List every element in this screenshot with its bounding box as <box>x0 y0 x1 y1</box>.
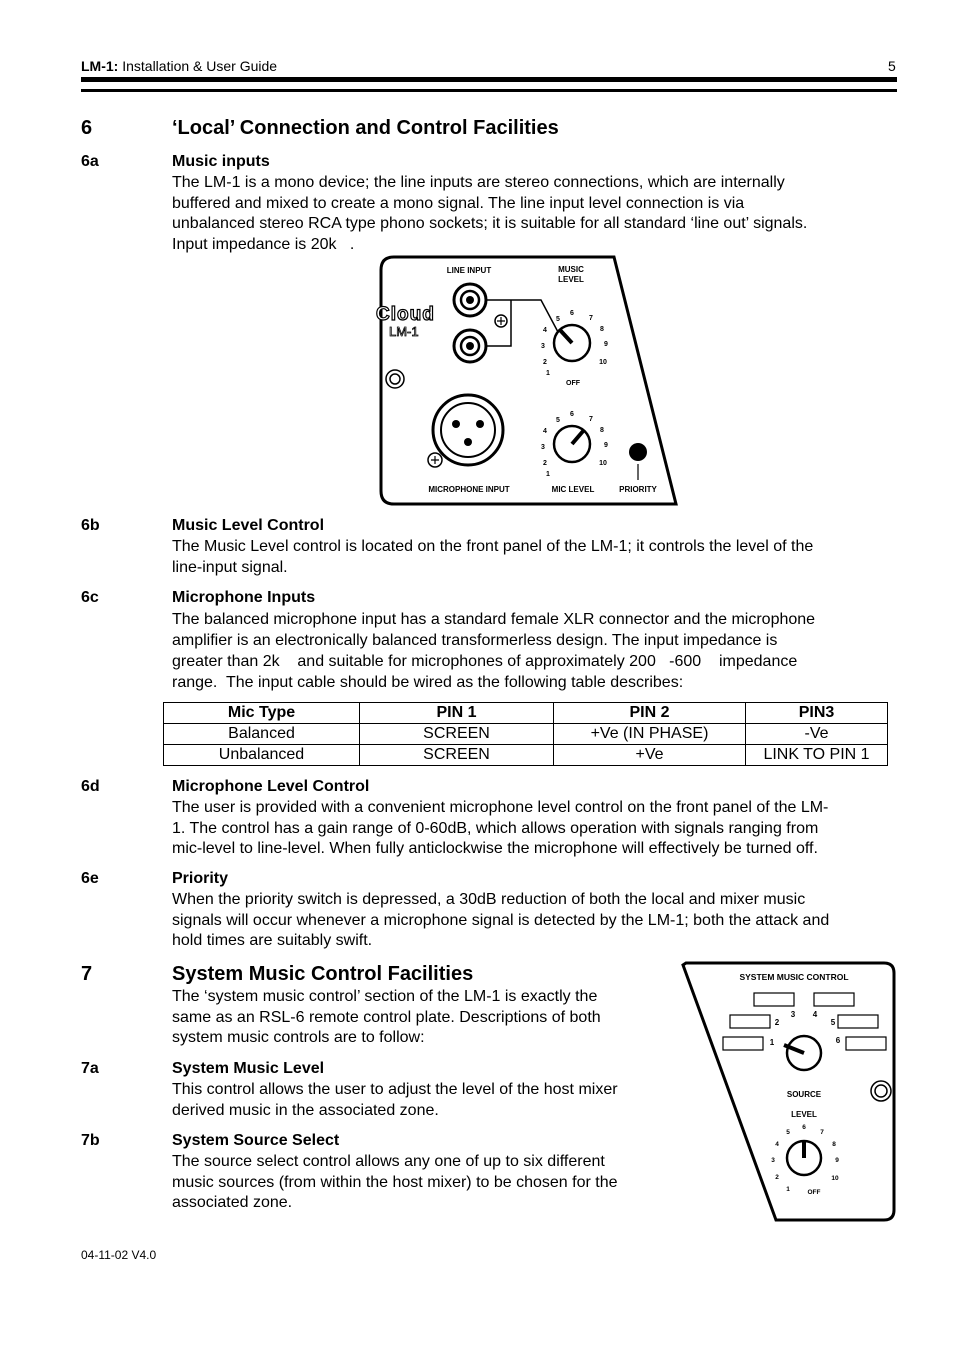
dial-tick: 7 <box>820 1129 824 1136</box>
subsection-7b-number: 7b <box>81 1132 100 1149</box>
music-level-label: LEVEL <box>558 275 584 284</box>
dial-tick: 7 <box>589 416 593 423</box>
text-line: amplifier is an electronically balanced transformerless design. The input impedance is <box>172 632 778 649</box>
text-line: same as an RSL-6 remote control plate. Descriptions of both <box>172 1008 601 1026</box>
label-box <box>846 1037 886 1050</box>
music-label: MUSIC <box>558 265 584 274</box>
priority-switch <box>629 443 647 480</box>
text-line: When the priority switch is depressed, a 30dB reduction of both the local and mixer music <box>172 891 806 908</box>
dial-tick: 7 <box>589 315 593 322</box>
subsection-6c-body <box>172 609 815 693</box>
dial-tick: 9 <box>835 1157 839 1164</box>
dial-tick: 1 <box>546 471 550 478</box>
source-tick: 5 <box>830 1018 836 1027</box>
subsection-7a-number: 7a <box>81 1060 99 1077</box>
dial-tick: 1 <box>546 370 550 377</box>
text-line: The user is provided with a convenient microphone level control on the front panel of the LM- <box>172 799 829 816</box>
page-number: 5 <box>888 58 896 74</box>
subsection-7b-title: System Source Select <box>172 1132 340 1149</box>
running-header <box>81 58 277 74</box>
section-6-title: ‘Local’ Connection and Control Facilities <box>172 117 559 139</box>
subsection-6c-title: Microphone Inputs <box>172 589 316 606</box>
table-row <box>164 724 888 745</box>
line-input-label: LINE INPUT <box>446 266 492 275</box>
dial-tick: 5 <box>556 417 560 424</box>
subsection-7b-body <box>172 1152 618 1214</box>
table-cell: -Ve <box>746 724 888 745</box>
text-line: mic-level to line-level. When fully anticlockwise the microphone will effectively be turned off. <box>172 840 818 857</box>
text-line: derived music in the associated zone. <box>172 1101 439 1119</box>
table-header: PIN 2 <box>554 703 746 724</box>
mic-input-label: MICROPHONE INPUT <box>428 485 510 494</box>
subsection-6b-number: 6b <box>81 517 100 534</box>
doc-code: LM-1: <box>81 58 119 74</box>
subsection-6a-title: Music inputs <box>172 153 270 170</box>
dial-tick: 4 <box>775 1141 779 1148</box>
dial-tick: 6 <box>570 411 574 418</box>
dial-tick: 3 <box>771 1157 775 1164</box>
label-box <box>754 993 794 1006</box>
footer-version: 04-11-02 V4.0 <box>81 1248 157 1262</box>
mic-level-label: MIC LEVEL <box>551 485 595 494</box>
table-row <box>164 745 888 766</box>
model-logo: LM-1 <box>389 324 419 339</box>
label-box <box>814 993 854 1006</box>
subsection-6d-body <box>172 798 828 860</box>
text-line: hold times are suitably swift. <box>172 932 373 949</box>
text-line: greater than 2k and suitable for microphones of approximately 200 -600 impedance <box>172 653 798 670</box>
dial-tick: 9 <box>604 341 608 348</box>
dial-tick: 2 <box>543 460 547 467</box>
subsection-6a-number: 6a <box>81 153 99 170</box>
dial-tick: 10 <box>599 359 607 366</box>
input-connector-lines <box>486 300 558 346</box>
subsection-6b-title: Music Level Control <box>172 517 325 534</box>
panel-mount-hole-right <box>871 1081 891 1101</box>
dial-tick: 8 <box>600 427 604 434</box>
music-level-dial <box>541 310 608 387</box>
table-header: Mic Type <box>164 703 360 724</box>
source-tick: 4 <box>812 1010 818 1019</box>
table-header: PIN 1 <box>360 703 554 724</box>
table-cell: Balanced <box>164 724 360 745</box>
section-7-title: System Music Control Facilities <box>172 963 474 985</box>
dial-tick: 5 <box>786 1129 790 1136</box>
subsection-6c-number: 6c <box>81 589 99 606</box>
rca-socket-upper <box>454 284 486 316</box>
screw-head <box>495 315 507 327</box>
text-line: The balanced microphone input has a standard female XLR connector and the microphone <box>172 611 816 628</box>
source-tick: 3 <box>790 1010 796 1019</box>
text-line: music sources (from within the host mixer) to be chosen for the <box>172 1173 618 1191</box>
dial-tick: 4 <box>543 327 547 334</box>
text-line: range. The input cable should be wired as the following table describes: <box>172 674 684 691</box>
table-cell: Unbalanced <box>164 745 360 766</box>
section-7-intro <box>172 987 601 1049</box>
screw-head <box>428 453 442 467</box>
subsection-6e-title: Priority <box>172 870 229 887</box>
text-line: line-input signal. <box>172 558 288 576</box>
subsection-6e-number: 6e <box>81 870 99 887</box>
label-box <box>838 1015 878 1028</box>
table-cell: +Ve <box>554 745 746 766</box>
table-header-row <box>164 703 888 724</box>
text-line: associated zone. <box>172 1194 293 1211</box>
cloud-logo: Cloud <box>376 304 435 325</box>
dial-tick: 3 <box>541 444 545 451</box>
text-line: The source select control allows any one of up to six different <box>172 1153 605 1170</box>
doc-title: Installation & User Guide <box>118 58 278 74</box>
panel-outline <box>381 257 676 504</box>
label-box <box>723 1037 763 1050</box>
priority-label: PRIORITY <box>619 485 657 494</box>
dial-tick: 6 <box>802 1124 806 1131</box>
table-header: PIN3 <box>746 703 888 724</box>
mic-wiring-table <box>163 702 888 766</box>
subsection-6b-body <box>172 537 813 578</box>
text-line: The LM-1 is a mono device; the line inputs are stereo connections, which are internally <box>172 174 785 191</box>
subsection-6d-title: Microphone Level Control <box>172 778 370 795</box>
section-6-number: 6 <box>81 117 93 139</box>
xlr-connector <box>433 395 503 465</box>
text-line: signals will occur whenever a microphone signal is detected by the LM-1; both the attack and <box>172 911 830 929</box>
label-box <box>730 1015 770 1028</box>
system-music-level-dial <box>771 1124 839 1196</box>
panel-mount-hole-left <box>386 370 404 388</box>
table-cell: SCREEN <box>360 745 554 766</box>
lm1-front-panel-diagram <box>376 254 682 508</box>
dial-tick: 2 <box>543 359 547 366</box>
dial-tick: 5 <box>556 316 560 323</box>
section-7-number: 7 <box>81 963 93 985</box>
source-tick: 6 <box>835 1036 841 1045</box>
dial-tick: 4 <box>543 428 547 435</box>
text-line: This control allows the user to adjust the level of the host mixer <box>172 1081 618 1098</box>
dial-tick: 1 <box>786 1186 790 1193</box>
table-cell: SCREEN <box>360 724 554 745</box>
subsection-6d-number: 6d <box>81 778 100 795</box>
source-tick: 1 <box>769 1038 775 1047</box>
dial-tick: 3 <box>541 343 545 350</box>
subsection-6e-body <box>172 890 829 952</box>
dial-tick: 10 <box>831 1175 839 1182</box>
subsection-7a-title: System Music Level <box>172 1060 325 1077</box>
dial-tick: 9 <box>604 442 608 449</box>
text-line: buffered and mixed to create a mono signal. The line input level connection is via <box>172 194 745 212</box>
table-cell: LINK TO PIN 1 <box>746 745 888 766</box>
off-label: OFF <box>566 380 580 387</box>
dial-tick: 6 <box>570 310 574 317</box>
text-line: The ‘system music control’ section of the LM-1 is exactly the <box>172 988 598 1005</box>
text-line: The Music Level control is located on the front panel of the LM-1; it controls the level of the <box>172 538 814 555</box>
dial-tick: 8 <box>600 326 604 333</box>
header-rule-thin <box>81 89 897 92</box>
off-label: OFF <box>807 1189 821 1196</box>
source-label: SOURCE <box>786 1090 822 1099</box>
dial-tick: 2 <box>775 1174 779 1181</box>
header-rule-thick <box>81 77 897 82</box>
dial-tick: 8 <box>832 1141 836 1148</box>
level-label: LEVEL <box>791 1110 817 1119</box>
source-tick: 2 <box>774 1018 780 1027</box>
subsection-7a-body <box>172 1080 618 1121</box>
rca-socket-lower <box>454 330 486 362</box>
dial-tick: 10 <box>599 460 607 467</box>
text-line: 1. The control has a gain range of 0-60dB, which allows operation with signals ranging from <box>172 819 819 837</box>
text-line: unbalanced stereo RCA type phono sockets; it is suitable for all standard ‘line out’ signals. <box>172 215 808 232</box>
text-line: system music controls are to follow: <box>172 1029 425 1046</box>
source-select-dial <box>784 1036 821 1070</box>
table-cell: +Ve (IN PHASE) <box>554 724 746 745</box>
text-line: Input impedance is 20k . <box>172 235 355 253</box>
panel-title: SYSTEM MUSIC CONTROL <box>739 972 849 982</box>
subsection-6a-body <box>172 173 807 255</box>
system-music-control-panel-diagram <box>680 960 898 1224</box>
mic-level-dial <box>541 411 608 478</box>
